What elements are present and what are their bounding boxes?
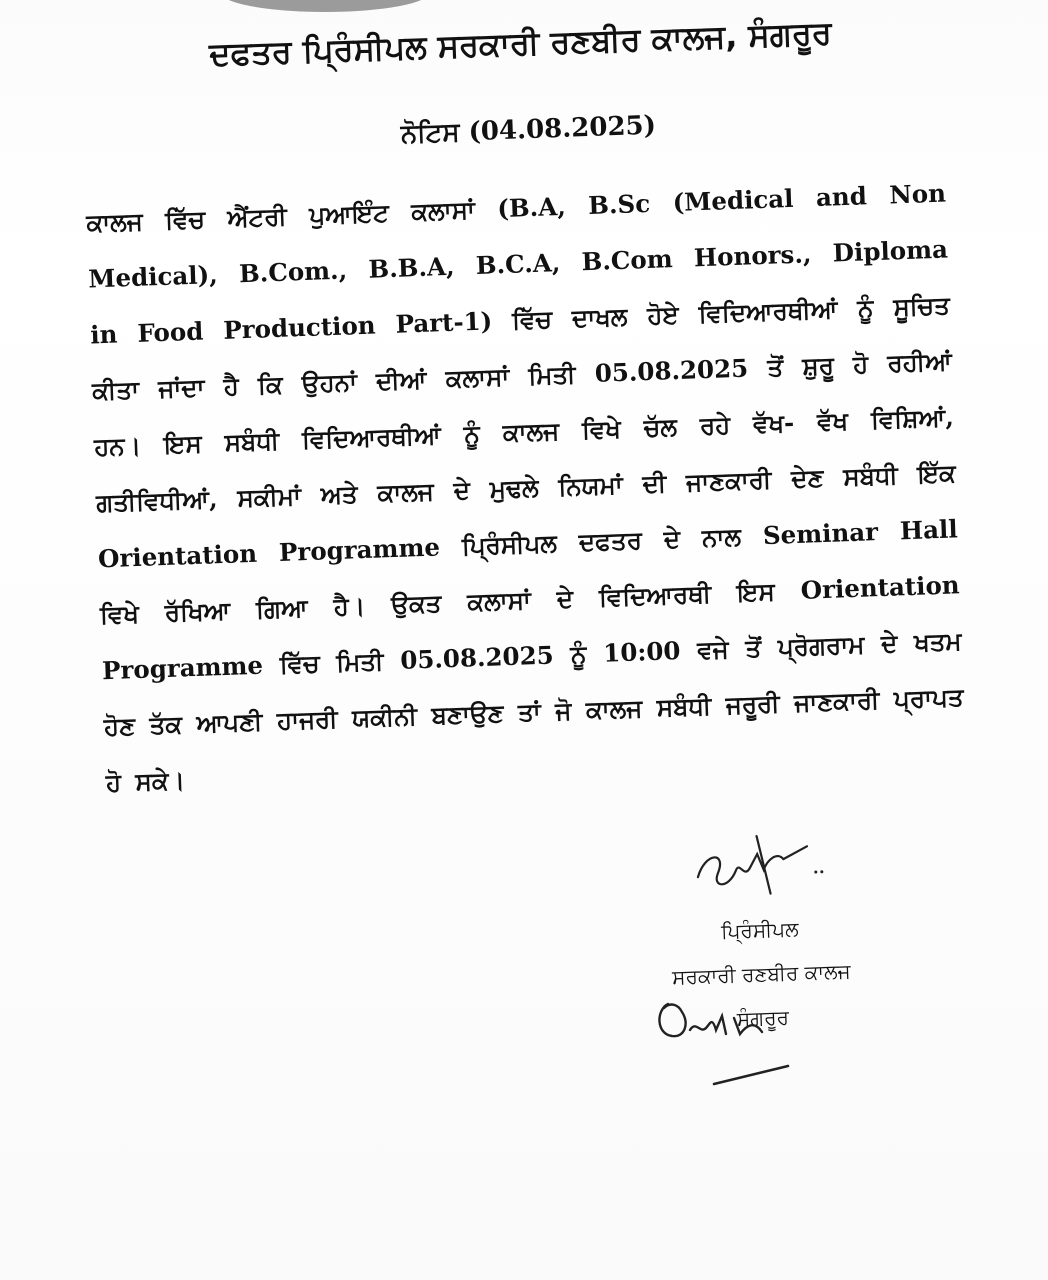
handwritten-signature bbox=[686, 828, 828, 903]
second-signature bbox=[650, 990, 780, 1050]
notice-title: ਨੋਟਿਸ (04.08.2025) bbox=[400, 110, 657, 150]
signature-underline bbox=[712, 1060, 792, 1090]
notice-body: ਕਾਲਜ ਵਿੱਚ ਐਂਟਰੀ ਪੁਆਇੰਟ ਕਲਾਸਾਂ (B.A, B.Sc (Medical and Non Medical), B.Com., B.B.A, B.C.A, B.Com Honors., Diploma in Food Production Part-1) ਵਿੱਚ ਦਾਖਲ ਹੋਏ ਵਿਦਿਆਰਥੀਆਂ ਨੂੰ ਸੂਚਿਤ ਕੀਤਾ ਜਾਂਦਾ ਹੈ ਕਿ ਉਹਨਾਂ ਦੀਆਂ ਕਲਾਸਾਂ ਮਿਤੀ 05.08.2025 ਤੋਂ ਸ਼ੁਰੂ ਹੋ ਰਹੀਆਂ ਹਨ। ਇਸ ਸਬੰਧੀ ਵਿਦਿਆਰਥੀਆਂ ਨੂੰ ਕਾਲਜ ਵਿਖੇ ਚੱਲ ਰਹੇ ਵੱਖ- ਵੱਖ ਵਿਸ਼ਿਆਂ, ਗਤੀਵਿਧੀਆਂ, ਸਕੀਮਾਂ ਅਤੇ ਕਾਲਜ ਦੇ ਮੁਢਲੇ ਨਿਯਮਾਂ ਦੀ ਜਾਣਕਾਰੀ ਦੇਣ ਸਬੰਧੀ ਇੱਕ Orientation Programme ਪ੍ਰਿੰਸੀਪਲ ਦਫਤਰ ਦੇ ਨਾਲ Seminar Hall ਵਿਖੇ ਰੱਖਿਆ ਗਿਆ ਹੈ। ਉਕਤ ਕਲਾਸਾਂ ਦੇ ਵਿਦਿਆਰਥੀ ਇਸ Orientation Programme ਵਿੱਚ ਮਿਤੀ 05.08.2025 ਨੂੰ 10:00 ਵਜੇ ਤੋਂ ਪ੍ਰੋਗਰਾਮ ਦੇ ਖਤਮ ਹੋਣ ਤੱਕ ਆਪਣੀ ਹਾਜਰੀ ਯਕੀਨੀ ਬਣਾਉਣ ਤਾਂ ਜੋ ਕਾਲਜ ਸਬੰਧੀ ਜਰੂਰੀ ਜਾਣਕਾਰੀ ਪ੍ਰਾਪਤ ਹੋ ਸਕੇ। bbox=[85, 178, 964, 798]
signature-college: ਸਰਕਾਰੀ ਰਣਬੀਰ ਕਾਲਜ bbox=[671, 958, 851, 990]
signature-title: ਪ੍ਰਿੰਸੀਪਲ bbox=[720, 916, 799, 944]
notice-document bbox=[70, 10, 966, 812]
signature-city: ਸੰਗਰੂਰ bbox=[736, 1005, 790, 1031]
office-heading: ਦਫਤਰ ਪ੍ਰਿੰਸੀਪਲ ਸਰਕਾਰੀ ਰਣਬੀਰ ਕਾਲਜ, ਸੰਗਰੂਰ bbox=[208, 13, 833, 74]
top-shadow-decoration bbox=[220, 0, 430, 12]
